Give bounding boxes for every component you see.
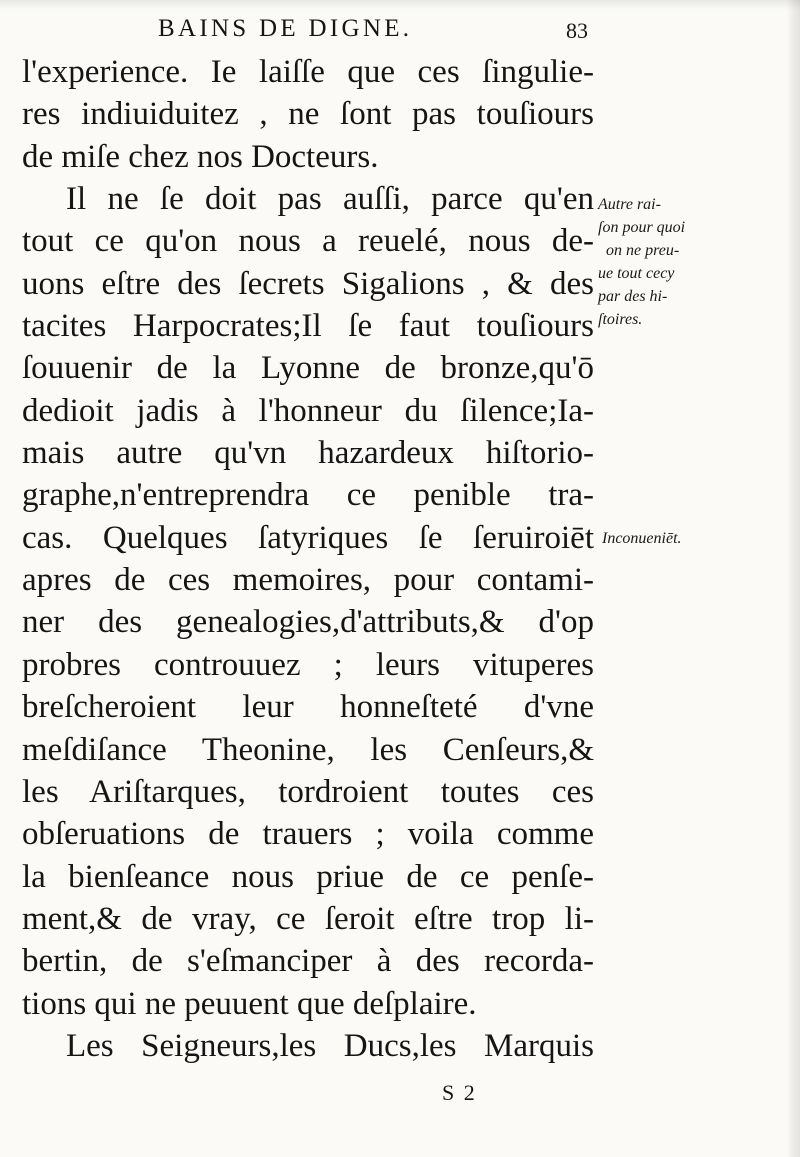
margin-note-inconvenient	[602, 527, 742, 550]
margin-note-line: Inconueniēt.	[602, 530, 682, 547]
text-line: bertin, de s'eſmanciper à des recorda-	[22, 943, 594, 980]
margin-note-line: ue tout cecy	[598, 265, 675, 282]
margin-note-line: on ne preu-	[606, 242, 680, 259]
page-edge-shadow-right	[786, 0, 800, 1157]
margin-note-autre-raison	[598, 193, 738, 331]
text-line: meſdiſance Theonine, les Cenſeurs,&	[22, 731, 594, 768]
page-number: 83	[566, 18, 588, 43]
text-line: tacites Harpocrates;Il ſe faut touſiours	[22, 308, 594, 345]
margin-note-line: ſon pour quoi	[598, 219, 686, 236]
text-line: res indiuiduitez , ne ſont pas touſiours	[22, 96, 594, 133]
text-line: mais autre qu'vn hazardeux hiſtorio-	[22, 435, 594, 472]
running-head: BAINS DE DIGNE.	[158, 15, 413, 42]
margin-note-line: ſtoires.	[598, 311, 643, 328]
text-line: dedioit jadis à l'honneur du ſilence;Ia-	[22, 392, 594, 429]
text-line: tout ce qu'on nous a reuelé, nous de-	[22, 223, 594, 260]
text-line: breſcheroient leur honneſteté d'vne	[22, 689, 594, 726]
margin-note-line: Autre rai-	[598, 196, 661, 213]
signature-mark: S 2	[442, 1080, 477, 1105]
text-line: ner des genealogies,d'attributs,& d'op	[22, 604, 594, 641]
text-line: l'experience. Ie laiſſe que ces ſingulie-	[22, 54, 594, 90]
text-line: la bienſeance nous priue de ce penſe-	[22, 858, 594, 895]
text-line: graphe,n'entreprendra ce penible tra-	[22, 477, 594, 514]
margin-note-line: par des hi-	[598, 288, 668, 305]
text-line: obſeruations de trauers ; voila comme	[22, 816, 594, 853]
text-line: apres de ces memoires, pour contami-	[22, 562, 594, 599]
text-line: probres controuuez ; leurs vituperes	[22, 646, 594, 683]
text-line: Les Seigneurs,les Ducs,les Marquis	[66, 1027, 594, 1064]
page-edge-shadow-top	[0, 0, 800, 10]
text-line: cas. Quelques ſatyriques ſe ſeruiroiēt	[22, 519, 594, 556]
body-text	[22, 51, 594, 1067]
text-line: de miſe chez nos Docteurs.	[22, 138, 379, 175]
text-line: les Ariſtarques, tordroient toutes ces	[22, 773, 594, 810]
text-line: tions qui ne peuuent que deſplaire.	[22, 985, 477, 1022]
text-line: ſouuenir de la Lyonne de bronze,qu'ō	[22, 350, 594, 387]
text-line: uons eſtre des ſecrets Sigalions , & des	[22, 265, 594, 302]
text-line: ment,& de vray, ce ſeroit eſtre trop li-	[22, 900, 594, 937]
text-line: Il ne ſe doit pas auſſi, parce qu'en	[66, 181, 594, 218]
